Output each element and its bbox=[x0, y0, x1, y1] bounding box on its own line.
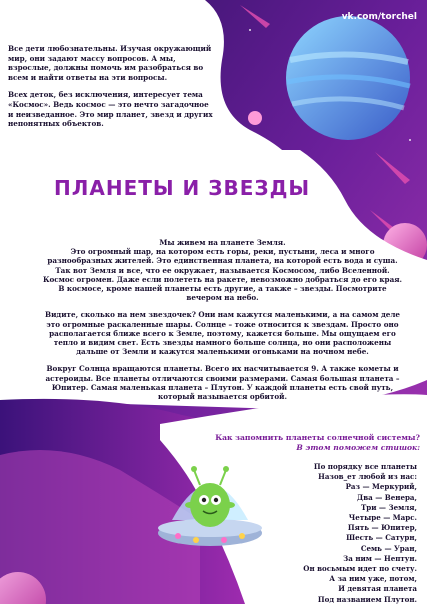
poem-question bbox=[170, 433, 420, 453]
poem-line: Семь — Уран, bbox=[360, 543, 417, 553]
intro-paragraph: Всех деток, без исключения, интересует тема «Космос». Ведь космос — это нечто загадочное и неизведанное. Это мир планет, звезд и других непонятных объектов. bbox=[8, 90, 213, 129]
body-paragraph: Видите, сколько на нем звездочек? Они нам кажутся маленькими, а на самом деле это огромные раскаленные шары. Солнце – тоже относится к звездам. Просто оно располагается ближе всего к Земле, поэтому, кажется больше. Мы ощущаем его тепло и видим свет. Есть звезды намного больше солнца, но они расположены дальше от Земли и кажутся маленькими огоньками на ночном небе. bbox=[45, 310, 400, 357]
poem-line: Он восьмым идет по счету. bbox=[303, 564, 417, 574]
page-title: ПЛАНЕТЫ И ЗВЕЗДЫ bbox=[54, 176, 311, 200]
poem-line: По порядку все планеты bbox=[313, 462, 417, 471]
planet-poem bbox=[255, 462, 417, 604]
poem-line: За ним — Нептун. bbox=[343, 553, 417, 563]
watermark: vk.com/torchel bbox=[341, 12, 417, 22]
poem-line: Пять — Юпитер, bbox=[347, 523, 417, 533]
question-subline: В этом поможем стишок: bbox=[296, 443, 420, 452]
small-planet bbox=[248, 111, 262, 125]
poem-line: Раз — Меркурий, bbox=[345, 482, 417, 492]
poem-line: Назов_ет любой из нас: bbox=[318, 472, 417, 482]
poem-line: Шесть — Сатурн, bbox=[346, 533, 417, 543]
body-heading: Мы живем на планете Земля. bbox=[159, 238, 286, 247]
poem-line: Три — Земля, bbox=[360, 502, 417, 512]
body-paragraph: Это огромный шар, на котором есть горы, реки, пустыни, леса и много разнообразных жителей. Это единственная планета, на которой есть вода и суша. Так вот Земля и все, что ее окружает, называется Космосом, либо Вселенной. Космос огромен. Даже если полететь на ракете, невозможно добраться до его края. В космосе, кроме нашей планеты есть другие, а также – звезды. Посмотрите вечером на небо. bbox=[42, 247, 403, 303]
body-paragraph: Вокруг Солнца вращаются планеты. Всего их насчитывается 9. А также кометы и астероиды. Все планеты отличаются своими размерами. Самая большая планета – Юпитер. Самая маленькая планета – Плутон. У каждой планеты есть свой путь, который называется орбитой. bbox=[45, 364, 400, 402]
poem-line: А за ним уже, потом, bbox=[329, 574, 417, 584]
poem-line: Под названием Плутон. bbox=[317, 594, 417, 604]
question-line: Как запомнить планеты солнечной системы? bbox=[215, 433, 420, 442]
striped-planet bbox=[286, 16, 410, 140]
poem-line: И девятая планета bbox=[338, 584, 417, 594]
poem-line: Два — Венера, bbox=[356, 492, 417, 502]
intro-text bbox=[8, 44, 213, 137]
main-text bbox=[40, 238, 405, 409]
poem-line: Четыре — Марс. bbox=[348, 513, 417, 523]
intro-paragraph: Все дети любознательны. Изучая окружающий мир, они задают массу вопросов. А мы, взрослые, должны помочь им разобраться во всем и найти ответы на эти вопросы. bbox=[8, 44, 212, 82]
